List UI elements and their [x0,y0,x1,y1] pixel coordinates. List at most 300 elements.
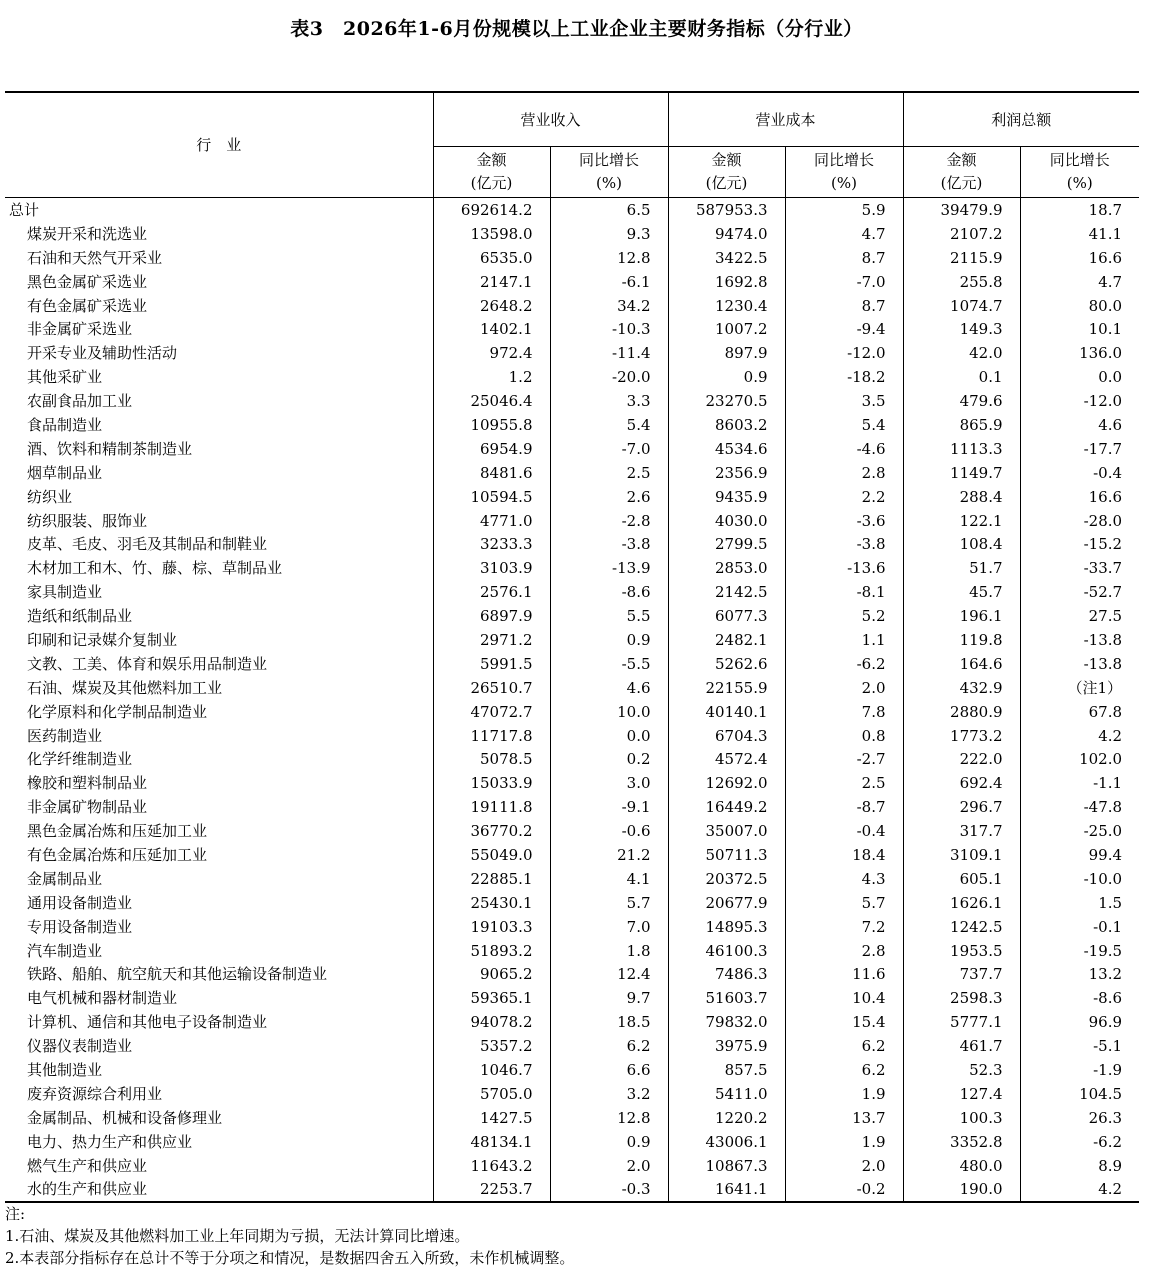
profit-growth-cell: 136.0 [1020,341,1139,365]
profit-amount-cell: 119.8 [903,628,1020,652]
cost-amount-cell: 7486.3 [668,963,785,987]
revenue-growth-cell: 12.8 [550,1106,668,1130]
cost-amount-cell: 1007.2 [668,317,785,341]
cost-growth-cell: -3.6 [785,509,903,533]
revenue-group-header: 营业收入 [433,92,668,147]
revenue-amount-cell: 10594.5 [433,485,550,509]
cost-growth-cell: 3.5 [785,389,903,413]
revenue-amount-cell: 25046.4 [433,389,550,413]
industry-name-cell: 开采专业及辅助性活动 [27,344,178,363]
profit-amount-cell: 190.0 [903,1178,1020,1203]
cost-amount-cell: 9435.9 [668,485,785,509]
cost-amount-cell: 2482.1 [668,628,785,652]
industry-name-cell: 印刷和记录媒介复制业 [27,630,178,649]
industry-name-cell: 化学原料和化学制品制造业 [27,702,208,721]
revenue-amount-cell: 2576.1 [433,580,550,604]
profit-growth-header: 同比增长 (%) [1020,147,1139,198]
cost-growth-cell: 1.1 [785,628,903,652]
industry-name-cell: 非金属矿采选业 [27,320,133,339]
table-row [5,1034,1139,1058]
profit-growth-cell: 99.4 [1020,843,1139,867]
cost-amount-cell: 23270.5 [668,389,785,413]
profit-amount-cell: 2598.3 [903,986,1020,1010]
profit-growth-cell: 26.3 [1020,1106,1139,1130]
industry-name-cell: 金属制品、机械和设备修理业 [27,1108,223,1127]
cost-amount-cell: 2853.0 [668,556,785,580]
cost-growth-cell: 2.2 [785,485,903,509]
revenue-amount-cell: 19111.8 [433,795,550,819]
cost-growth-cell: -8.1 [785,580,903,604]
profit-amount-cell: 692.4 [903,771,1020,795]
profit-growth-cell: 4.2 [1020,1178,1139,1203]
industry-name-cell: 有色金属冶炼和压延加工业 [27,845,208,864]
revenue-growth-cell: 0.9 [550,628,668,652]
revenue-amount-cell: 22885.1 [433,867,550,891]
profit-amount-cell: 42.0 [903,341,1020,365]
cost-growth-cell: -3.8 [785,532,903,556]
table-row [5,1010,1139,1034]
profit-amount-cell: 1773.2 [903,724,1020,748]
cost-growth-cell: 5.4 [785,413,903,437]
cost-amount-cell: 897.9 [668,341,785,365]
notes-label: 注: [5,1205,26,1223]
industry-name-cell: 化学纤维制造业 [27,750,133,769]
revenue-growth-cell: 4.1 [550,867,668,891]
industry-name-cell: 总计 [9,200,40,219]
profit-growth-cell: -13.8 [1020,628,1139,652]
profit-growth-cell: 104.5 [1020,1082,1139,1106]
profit-amount-cell: 480.0 [903,1154,1020,1178]
industry-name-cell: 水的生产和供应业 [5,1178,433,1203]
profit-amount-cell: 461.7 [903,1034,1020,1058]
revenue-amount-cell: 1046.7 [433,1058,550,1082]
revenue-growth-cell: 18.5 [550,1010,668,1034]
revenue-growth-cell: -2.8 [550,509,668,533]
cost-amount-cell: 4030.0 [668,509,785,533]
industry-name-cell: 黑色金属冶炼和压延加工业 [27,822,208,841]
revenue-growth-cell: 6.5 [550,198,668,222]
cost-amount-cell: 1220.2 [668,1106,785,1130]
cost-amount-cell: 5411.0 [668,1082,785,1106]
cost-amount-cell: 40140.1 [668,700,785,724]
industry-name-cell: 石油、煤炭及其他燃料加工业 [27,678,223,697]
profit-growth-cell: 67.8 [1020,700,1139,724]
profit-growth-cell: -19.5 [1020,939,1139,963]
table-row [5,652,1139,676]
cost-growth-cell: -13.6 [785,556,903,580]
revenue-growth-cell: 2.6 [550,485,668,509]
revenue-amount-cell: 48134.1 [433,1130,550,1154]
table-row [5,939,1139,963]
profit-amount-cell: 39479.9 [903,198,1020,222]
cost-amount-cell: 3422.5 [668,246,785,270]
cost-growth-cell: 15.4 [785,1010,903,1034]
table-row [5,532,1139,556]
industry-name-cell: 非金属矿物制品业 [27,798,148,817]
cost-amount-cell: 43006.1 [668,1130,785,1154]
industry-name-cell: 家具制造业 [27,583,103,602]
industry-name-cell: 其他采矿业 [27,368,103,387]
revenue-amount-cell: 972.4 [433,341,550,365]
revenue-amount-cell: 2253.7 [433,1178,550,1203]
table-notes [5,1203,574,1269]
revenue-growth-cell: -11.4 [550,341,668,365]
cost-amount-header: 金额 (亿元) [668,147,785,198]
profit-growth-cell: -52.7 [1020,580,1139,604]
table-row [5,246,1139,270]
revenue-growth-cell: 6.2 [550,1034,668,1058]
revenue-growth-cell: 21.2 [550,843,668,867]
cost-growth-cell: 7.2 [785,915,903,939]
revenue-amount-cell: 3103.9 [433,556,550,580]
profit-amount-cell: 1113.3 [903,437,1020,461]
profit-amount-cell: 1149.7 [903,461,1020,485]
table-row [5,604,1139,628]
cost-amount-cell: 2356.9 [668,461,785,485]
industry-name-cell: 有色金属矿采选业 [27,296,148,315]
cost-amount-cell: 2142.5 [668,580,785,604]
cost-growth-cell: 5.9 [785,198,903,222]
cost-growth-cell: 4.7 [785,222,903,246]
cost-amount-cell: 2799.5 [668,532,785,556]
note-1: 1.石油、煤炭及其他燃料加工业上年同期为亏损，无法计算同比增速。 [5,1227,470,1245]
profit-growth-cell: 16.6 [1020,246,1139,270]
industry-name-cell: 农副食品加工业 [27,392,133,411]
revenue-growth-cell: 2.0 [550,1154,668,1178]
profit-growth-cell: 10.1 [1020,317,1139,341]
revenue-growth-cell: -9.1 [550,795,668,819]
revenue-growth-cell: 3.0 [550,771,668,795]
profit-growth-cell: -15.2 [1020,532,1139,556]
profit-group-header: 利润总额 [903,92,1139,147]
profit-growth-cell: -25.0 [1020,819,1139,843]
cost-growth-cell: -4.6 [785,437,903,461]
industry-name-cell: 电气机械和器材制造业 [27,989,178,1008]
revenue-amount-cell: 3233.3 [433,532,550,556]
table-row [5,1082,1139,1106]
industry-name-cell: 废弃资源综合利用业 [27,1084,163,1103]
industry-name-cell: 仪器仪表制造业 [27,1037,133,1056]
revenue-growth-cell: 7.0 [550,915,668,939]
cost-amount-cell: 46100.3 [668,939,785,963]
table-row [5,747,1139,771]
profit-growth-cell: -0.1 [1020,915,1139,939]
industry-name-cell: 橡胶和塑料制品业 [27,774,148,793]
cost-growth-cell: 13.7 [785,1106,903,1130]
revenue-growth-cell: 2.5 [550,461,668,485]
revenue-growth-cell: 3.3 [550,389,668,413]
table-row [5,485,1139,509]
revenue-amount-cell: 47072.7 [433,700,550,724]
profit-amount-cell: 100.3 [903,1106,1020,1130]
profit-growth-cell: 8.9 [1020,1154,1139,1178]
cost-group-header: 营业成本 [668,92,903,147]
revenue-amount-cell: 8481.6 [433,461,550,485]
profit-growth-cell: -8.6 [1020,986,1139,1010]
table-row [5,843,1139,867]
revenue-growth-cell: 0.0 [550,724,668,748]
cost-growth-cell: -0.4 [785,819,903,843]
table-row [5,915,1139,939]
table-row [5,676,1139,700]
cost-amount-cell: 587953.3 [668,198,785,222]
cost-amount-cell: 8603.2 [668,413,785,437]
industry-name-cell: 铁路、船舶、航空航天和其他运输设备制造业 [27,965,328,984]
revenue-amount-cell: 4771.0 [433,509,550,533]
revenue-amount-header: 金额 (亿元) [433,147,550,198]
profit-amount-cell: 317.7 [903,819,1020,843]
industry-name-cell: 电力、热力生产和供应业 [27,1132,193,1151]
industry-header: 行 业 [5,92,433,198]
revenue-growth-cell: 6.6 [550,1058,668,1082]
profit-amount-cell: 5777.1 [903,1010,1020,1034]
profit-growth-cell: -6.2 [1020,1130,1139,1154]
cost-growth-cell: 1.9 [785,1082,903,1106]
profit-growth-cell: -13.8 [1020,652,1139,676]
profit-growth-cell: -47.8 [1020,795,1139,819]
industry-name-cell: 造纸和纸制品业 [27,607,133,626]
revenue-amount-cell: 59365.1 [433,986,550,1010]
revenue-amount-cell: 11717.8 [433,724,550,748]
cost-growth-cell: -8.7 [785,795,903,819]
revenue-amount-cell: 10955.8 [433,413,550,437]
cost-amount-cell: 51603.7 [668,986,785,1010]
table-row [5,365,1139,389]
cost-amount-cell: 16449.2 [668,795,785,819]
profit-amount-cell: 149.3 [903,317,1020,341]
revenue-amount-cell: 1427.5 [433,1106,550,1130]
cost-growth-cell: 18.4 [785,843,903,867]
profit-amount-cell: 127.4 [903,1082,1020,1106]
revenue-growth-cell: -7.0 [550,437,668,461]
financial-indicators-table [5,91,1139,1203]
revenue-growth-cell: -3.8 [550,532,668,556]
cost-growth-cell: 4.3 [785,867,903,891]
profit-amount-cell: 605.1 [903,867,1020,891]
revenue-growth-cell: -6.1 [550,270,668,294]
revenue-growth-cell: -8.6 [550,580,668,604]
profit-amount-cell: 2107.2 [903,222,1020,246]
table-row [5,795,1139,819]
revenue-amount-cell: 5705.0 [433,1082,550,1106]
profit-amount-cell: 164.6 [903,652,1020,676]
profit-growth-cell: -0.4 [1020,461,1139,485]
cost-amount-cell: 35007.0 [668,819,785,843]
revenue-growth-cell: 5.7 [550,891,668,915]
profit-amount-header: 金额 (亿元) [903,147,1020,198]
revenue-growth-cell: 12.4 [550,963,668,987]
revenue-amount-cell: 11643.2 [433,1154,550,1178]
profit-amount-cell: 3352.8 [903,1130,1020,1154]
cost-growth-cell: 5.7 [785,891,903,915]
profit-growth-cell: 4.7 [1020,270,1139,294]
industry-name-cell: 纺织业 [27,487,73,506]
cost-growth-header: 同比增长 (%) [785,147,903,198]
total-row [5,198,1139,222]
profit-growth-cell: 27.5 [1020,604,1139,628]
profit-amount-cell: 52.3 [903,1058,1020,1082]
revenue-amount-cell: 5357.2 [433,1034,550,1058]
profit-amount-cell: 1953.5 [903,939,1020,963]
revenue-growth-cell: 9.3 [550,222,668,246]
industry-name-cell: 通用设备制造业 [27,893,133,912]
profit-amount-cell: 0.1 [903,365,1020,389]
profit-growth-cell: 1.5 [1020,891,1139,915]
revenue-growth-cell: -13.9 [550,556,668,580]
profit-amount-cell: 196.1 [903,604,1020,628]
industry-name-cell: 金属制品业 [27,869,103,888]
cost-growth-cell: 2.5 [785,771,903,795]
table-row [5,819,1139,843]
revenue-growth-cell: 5.5 [550,604,668,628]
industry-name-cell: 煤炭开采和洗选业 [27,224,148,243]
cost-growth-cell: -12.0 [785,341,903,365]
revenue-growth-cell: -10.3 [550,317,668,341]
table-row [5,270,1139,294]
revenue-amount-cell: 2648.2 [433,294,550,318]
table-row [5,294,1139,318]
cost-growth-cell: 6.2 [785,1034,903,1058]
table-row [5,724,1139,748]
profit-amount-cell: 255.8 [903,270,1020,294]
profit-growth-cell: 4.6 [1020,413,1139,437]
table-row [5,963,1139,987]
cost-amount-cell: 20372.5 [668,867,785,891]
profit-amount-cell: 2115.9 [903,246,1020,270]
revenue-growth-cell: -0.3 [550,1178,668,1203]
revenue-growth-cell: 0.9 [550,1130,668,1154]
revenue-amount-cell: 94078.2 [433,1010,550,1034]
profit-amount-cell: 1074.7 [903,294,1020,318]
cost-amount-cell: 6704.3 [668,724,785,748]
profit-growth-cell: -1.9 [1020,1058,1139,1082]
profit-amount-cell: 1626.1 [903,891,1020,915]
revenue-amount-cell: 5078.5 [433,747,550,771]
profit-growth-cell: 80.0 [1020,294,1139,318]
revenue-growth-cell: 0.2 [550,747,668,771]
table-title: 表3 2026年1-6月份规模以上工业企业主要财务指标（分行业） [290,18,863,40]
revenue-amount-cell: 26510.7 [433,676,550,700]
table-row [5,628,1139,652]
revenue-amount-cell: 6535.0 [433,246,550,270]
table-row [5,1154,1139,1178]
revenue-growth-cell: -20.0 [550,365,668,389]
cost-amount-cell: 4572.4 [668,747,785,771]
revenue-amount-cell: 55049.0 [433,843,550,867]
table-row [5,461,1139,485]
revenue-growth-cell: 34.2 [550,294,668,318]
profit-amount-cell: 51.7 [903,556,1020,580]
cost-amount-cell: 0.9 [668,365,785,389]
profit-growth-cell: （注1） [1020,676,1139,700]
profit-growth-cell: 102.0 [1020,747,1139,771]
profit-growth-cell: -17.7 [1020,437,1139,461]
profit-amount-cell: 865.9 [903,413,1020,437]
table-row [5,222,1139,246]
industry-name-cell: 计算机、通信和其他电子设备制造业 [27,1013,268,1032]
cost-growth-cell: -18.2 [785,365,903,389]
profit-amount-cell: 45.7 [903,580,1020,604]
cost-amount-cell: 22155.9 [668,676,785,700]
cost-amount-cell: 3975.9 [668,1034,785,1058]
profit-amount-cell: 108.4 [903,532,1020,556]
table-row [5,867,1139,891]
industry-name-cell: 烟草制品业 [27,463,103,482]
revenue-growth-cell: 12.8 [550,246,668,270]
industry-name-cell: 医药制造业 [27,726,103,745]
industry-name-cell: 专用设备制造业 [27,917,133,936]
cost-amount-cell: 79832.0 [668,1010,785,1034]
revenue-growth-header: 同比增长 (%) [550,147,668,198]
cost-growth-cell: 2.0 [785,1154,903,1178]
cost-growth-cell: 0.8 [785,724,903,748]
profit-growth-cell: 0.0 [1020,365,1139,389]
revenue-amount-cell: 1402.1 [433,317,550,341]
industry-name-cell: 食品制造业 [27,415,103,434]
industry-name-cell: 皮革、毛皮、羽毛及其制品和制鞋业 [27,535,268,554]
table-row [5,891,1139,915]
profit-growth-cell: -5.1 [1020,1034,1139,1058]
cost-amount-cell: 6077.3 [668,604,785,628]
revenue-growth-cell: -5.5 [550,652,668,676]
table-row [5,771,1139,795]
profit-growth-cell: -33.7 [1020,556,1139,580]
industry-name-cell: 石油和天然气开采业 [27,248,163,267]
profit-growth-cell: 41.1 [1020,222,1139,246]
cost-growth-cell: 11.6 [785,963,903,987]
revenue-amount-cell: 13598.0 [433,222,550,246]
revenue-amount-cell: 6897.9 [433,604,550,628]
table-row [5,509,1139,533]
note-2: 2.本表部分指标存在总计不等于分项之和情况，是数据四舍五入所致，未作机械调整。 [5,1249,575,1267]
revenue-amount-cell: 6954.9 [433,437,550,461]
cost-growth-cell: 8.7 [785,294,903,318]
revenue-growth-cell: 1.8 [550,939,668,963]
cost-growth-cell: -2.7 [785,747,903,771]
cost-amount-cell: 50711.3 [668,843,785,867]
profit-amount-cell: 1242.5 [903,915,1020,939]
profit-amount-cell: 2880.9 [903,700,1020,724]
profit-growth-cell: -28.0 [1020,509,1139,533]
revenue-amount-cell: 692614.2 [433,198,550,222]
cost-growth-cell: 8.7 [785,246,903,270]
cost-growth-cell: 7.8 [785,700,903,724]
revenue-amount-cell: 1.2 [433,365,550,389]
table-row [5,986,1139,1010]
cost-amount-cell: 14895.3 [668,915,785,939]
industry-name-cell: 木材加工和木、竹、藤、棕、草制品业 [27,559,283,578]
industry-name-cell: 燃气生产和供应业 [27,1156,148,1175]
revenue-amount-cell: 36770.2 [433,819,550,843]
cost-amount-cell: 1641.1 [668,1178,785,1203]
revenue-growth-cell: -0.6 [550,819,668,843]
table-row [5,1058,1139,1082]
profit-growth-cell: 4.2 [1020,724,1139,748]
industry-name-cell: 酒、饮料和精制茶制造业 [27,439,193,458]
revenue-growth-cell: 4.6 [550,676,668,700]
table-row [5,1130,1139,1154]
cost-growth-cell: -7.0 [785,270,903,294]
cost-amount-cell: 4534.6 [668,437,785,461]
profit-amount-cell: 296.7 [903,795,1020,819]
profit-amount-cell: 432.9 [903,676,1020,700]
profit-growth-cell: 18.7 [1020,198,1139,222]
table-row [5,556,1139,580]
revenue-growth-cell: 5.4 [550,413,668,437]
industry-name-cell: 汽车制造业 [27,941,103,960]
revenue-amount-cell: 2971.2 [433,628,550,652]
table-row [5,437,1139,461]
